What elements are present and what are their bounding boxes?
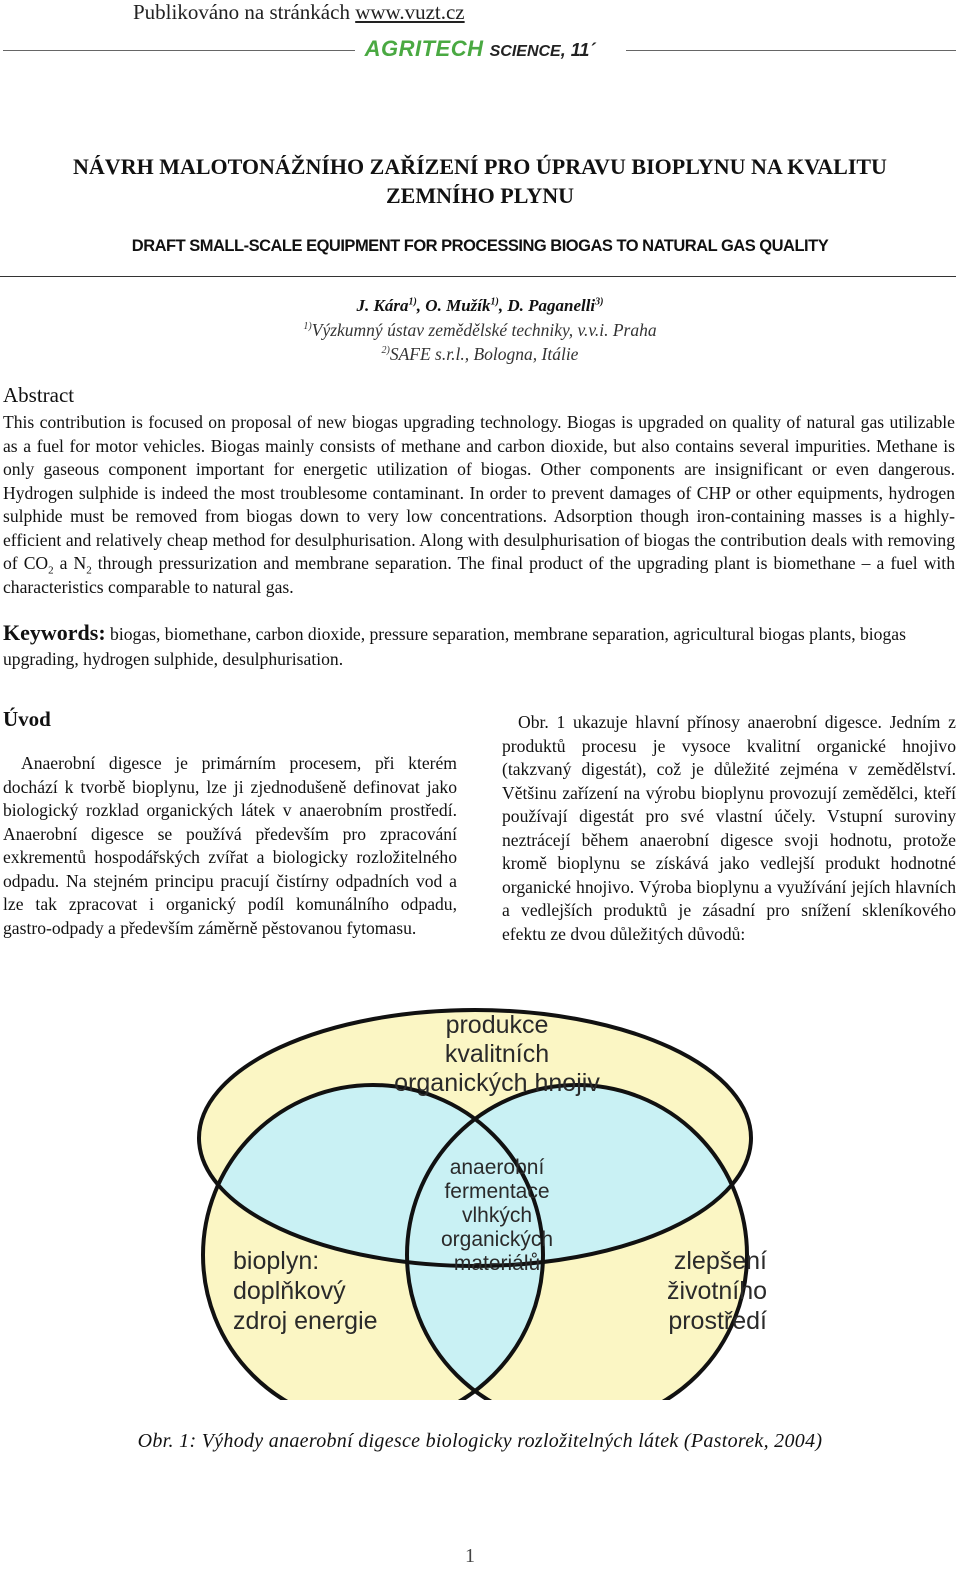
- affiliation-2-sup: 2): [381, 345, 390, 357]
- venn-top-label-2: kvalitních: [444, 1040, 550, 1068]
- journal-science: SCIENCE: [489, 43, 561, 60]
- author-3-sup: 3): [595, 296, 604, 308]
- figure-caption: Obr. 1: Výhody anaerobní digesce biologicky rozložitelných látek (Pastorek, 2004): [137, 1430, 823, 1452]
- published-prefix: Publikováno na stránkách: [133, 0, 356, 24]
- abstract-co2-sub: 2: [48, 564, 54, 577]
- venn-center-label-4: organických: [440, 1228, 554, 1251]
- title-czech-line1: NÁVRH MALOTONÁŽNÍHO ZAŘÍZENÍ PRO ÚPRAVU BIOPLYNU NA KVALITU: [73, 154, 887, 179]
- page-number: 1: [465, 1545, 475, 1567]
- section-heading-intro: Úvod: [3, 707, 51, 731]
- venn-center-label-5: materiálů: [453, 1252, 541, 1275]
- journal-header: [0, 36, 960, 62]
- published-notice: [133, 0, 465, 25]
- venn-right-label-1: zlepšení: [673, 1247, 767, 1275]
- affiliation-2-text: SAFE s.r.l., Bologna, Itálie: [389, 344, 579, 364]
- published-link[interactable]: www.vuzt.cz: [355, 0, 465, 24]
- venn-left-label-2: doplňkový: [233, 1277, 346, 1305]
- journal-volume: , 11´: [560, 40, 596, 60]
- abstract-heading: Abstract: [3, 383, 75, 407]
- author-2-sup: 1): [490, 296, 499, 308]
- affiliation-1-text: Výzkumný ústav zemědělské techniky, v.v.i. Praha: [311, 320, 657, 340]
- author-2: , O. Mužík: [416, 296, 491, 315]
- venn-left-label-3: zdroj energie: [233, 1307, 378, 1335]
- intro-left-paragraph: Anaerobní digesce je primárním procesem, při kterém dochází k tvorbě bioplynu, lze ji zjednodušeně definovat jako biologický rozklad organických látek v anaerobním prostředí. Anaerobní digesce se používá především pro zpracování exkrementů hospodářských zvířat a biologicky rozložitelného odpadu. Na stejném principu pracují čistírny odpadních vod a lze tak zpracovat i organický podíl komunálního odpadu, gastro-odpady a především záměrně pěstovanou fytomasu.: [3, 753, 457, 938]
- affiliation-2: [0, 344, 960, 365]
- title-czech: [0, 152, 960, 210]
- venn-right-label-2: životního: [666, 1277, 767, 1305]
- keywords-text: biogas, biomethane, carbon dioxide, pressure separation, membrane separation, agricultural biogas plants, biogas upgrading, hydrogen sulphide, desulphurisation.: [3, 624, 906, 669]
- venn-diagram: [175, 1000, 775, 1400]
- affiliation-1-sup: 1): [303, 321, 312, 333]
- author-1-sup: 1): [408, 296, 417, 308]
- abstract-text-1: This contribution is focused on proposal of new biogas upgrading technology. Biogas is upgraded on quality of natural gas utilizable as a fuel for motor vehicles. Biogas mainly consists of methane and carbon dioxide, but also contains several impurities. Methane is only gaseous component important for energetic utilization of biogas. Other components are insignificant or even dangerous. Hydrogen sulphide is indeed the most troublesome contaminant. In order to prevent damages of CHP or other equipments, hydrogen sulphide must be removed from biogas down to very low concentrations. Adsorption though iron-containing masses is a highly-efficient and relatively cheap method for desulphurisation. Along with desulphurisation of biogas the contribution deals with removing of CO: [3, 412, 955, 573]
- venn-top-label-1: produkce: [445, 1011, 549, 1039]
- abstract-text-3: through pressurization and membrane separation. The final product of the upgrading plant is biomethane – a fuel with characteristics comparable to natural gas.: [3, 553, 955, 597]
- venn-left-label-1: bioplyn:: [233, 1247, 320, 1275]
- abstract-n2-sub: 2: [86, 564, 92, 577]
- abstract-text-2: a N: [53, 553, 87, 573]
- title-divider: [0, 276, 956, 277]
- venn-top-label-3: organických hnojiv: [394, 1069, 600, 1097]
- venn-right-label-3: prostředí: [668, 1307, 767, 1335]
- venn-center-label-3: vlhkých: [461, 1204, 533, 1227]
- title-czech-line2: ZEMNÍHO PLYNU: [385, 183, 575, 208]
- abstract-body: [3, 411, 955, 599]
- title-english: DRAFT SMALL-SCALE EQUIPMENT FOR PROCESSING BIOGAS TO NATURAL GAS QUALITY: [131, 237, 829, 255]
- keywords-label: Keywords:: [3, 620, 106, 645]
- author-3: , D. Paganelli: [498, 296, 596, 315]
- keywords: [3, 620, 955, 672]
- journal-name: AGRITECH: [364, 36, 484, 61]
- affiliation-1: [0, 320, 960, 341]
- intro-right-paragraph: Obr. 1 ukazuje hlavní přínosy anaerobní digesce. Jedním z produktů procesu je vysoce kvalitní organické hnojivo (takzvaný digestát), což je důležité zejména v zemědělství. Většinu zařízení na výrobu bioplynu provozují zemědělci, kteří používají digestát pro své vlastní účely. Vstupní suroviny neztrácejí během anaerobní digesce svoji hodnotu, protože kromě bioplynu se získává jako vedlejší produkt hodnotné organické hnojivo. Výroba bioplynu a využívání jejích hlavních a vedlejších produktů je zásadní pro snížení skleníkového efektu ze dvou důležitých důvodů:: [502, 712, 956, 944]
- authors: [0, 296, 960, 316]
- author-1: J. Kára: [356, 296, 409, 315]
- venn-center-label-1: anaerobní: [449, 1156, 545, 1179]
- venn-center-label-2: fermentace: [444, 1180, 550, 1203]
